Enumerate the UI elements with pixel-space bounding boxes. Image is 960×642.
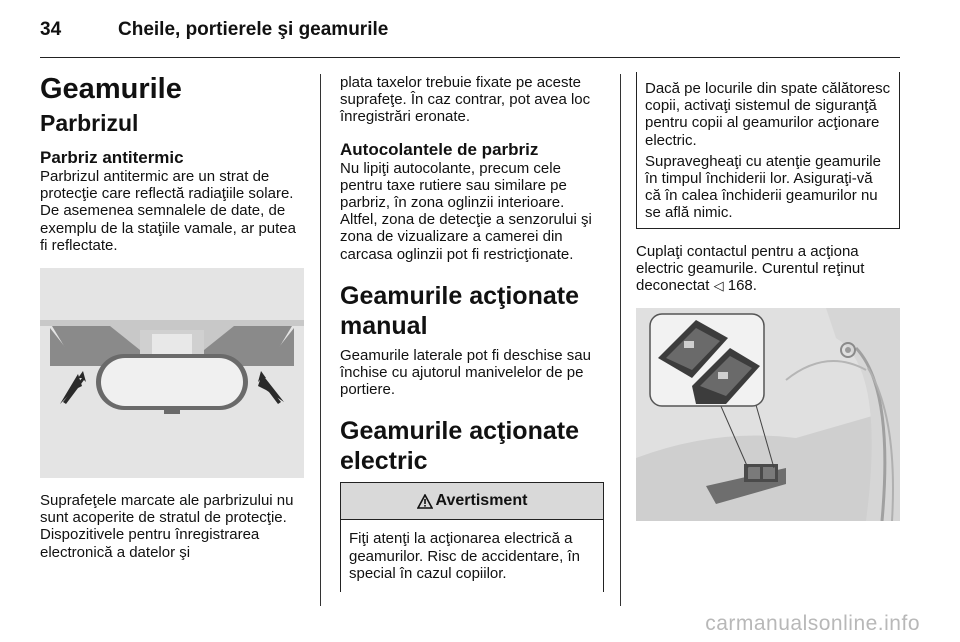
section-heading-geamurile: Geamurile bbox=[40, 73, 182, 105]
window-switch-figure bbox=[636, 308, 900, 521]
paragraph-contact bbox=[636, 243, 900, 295]
column-divider-left bbox=[320, 74, 321, 606]
warning-body bbox=[341, 520, 603, 592]
header-rule bbox=[40, 57, 900, 58]
page-number: 34 bbox=[40, 19, 62, 40]
page-reference-arrow-icon: ◁ bbox=[713, 278, 724, 294]
paragraph-antitermic: Parbrizul antitermic are un strat de protecţie care reflectă radiaţiile solare. De asemenea semnalele de date, de exemplu de la staţiile vamale, ar putea fi reflectate. bbox=[40, 168, 296, 254]
warning-title: Avertisment bbox=[435, 492, 528, 510]
column-2 bbox=[340, 74, 604, 592]
topic-heading-parbriz-antitermic: Parbriz antitermic bbox=[40, 148, 184, 167]
paragraph-autocolante: Nu lipiţi autocolante, precum cele pentru taxe rutiere sau similare pe parbriz, în zona oglinzii interioare. Altfel, zona de detecţie a senzorului şi zona de vizualizare a camerei din carcasa oglinzii pot fi restricţionate. bbox=[340, 159, 592, 263]
page-reference[interactable]: 168. bbox=[727, 277, 757, 295]
paragraph-contact-text: Cuplaţi contactul pentru a acţiona electric geamurile. Curentul reţinut deconectat bbox=[636, 242, 865, 295]
note-paragraph-supervise: Supravegheaţi cu atenţie geamurile în timpul închiderii lor. Asiguraţi-vă că în calea închiderii geamurilor nu se află nimic. bbox=[645, 152, 881, 222]
paragraph-geamuri-manual: Geamurile laterale pot fi deschise sau închise cu ajutorul manivelelor de pe portiere. bbox=[340, 346, 591, 399]
column-divider-right bbox=[620, 74, 621, 606]
windshield-mirror-figure bbox=[40, 268, 304, 478]
paragraph-continued: plata taxelor trebuie fixate pe aceste suprafeţe. În caz contrar, pot avea loc înregistrări eronate. bbox=[340, 74, 591, 126]
column-1 bbox=[40, 72, 304, 561]
figure-caption: Suprafeţele marcate ale parbrizului nu sunt acoperite de stratul de protecţie. Dispozitivele pentru înregistrarea electronică a datelor şi bbox=[40, 492, 294, 561]
warning-triangle-icon bbox=[417, 494, 433, 509]
warning-box-continued bbox=[636, 72, 900, 229]
note-paragraph-children: Dacă pe locurile din spate călătoresc copii, activaţi sistemul de siguranţă pentru copii al geamurilor acţionare electric. bbox=[645, 80, 891, 149]
subsection-heading-parbrizul: Parbrizul bbox=[40, 110, 139, 136]
column-3 bbox=[636, 74, 900, 521]
chapter-title: Cheile, portierele şi geamurile bbox=[118, 19, 389, 40]
section-heading-geamuri-electric: Geamurile acţionate electric bbox=[340, 417, 579, 476]
footer-watermark: carmanualsonline.info bbox=[705, 612, 920, 635]
warning-box bbox=[340, 482, 604, 592]
warning-text: Fiţi atenţi la acţionarea electrică a geamurilor. Risc de accidentare, în special în cazul copiilor. bbox=[349, 530, 580, 582]
warning-header bbox=[341, 483, 603, 520]
mirror-illustration bbox=[40, 268, 304, 478]
window-switch-illustration bbox=[636, 308, 900, 521]
section-heading-geamuri-manual: Geamurile acţionate manual bbox=[340, 281, 579, 340]
topic-heading-autocolante: Autocolantele de parbriz bbox=[340, 139, 539, 159]
